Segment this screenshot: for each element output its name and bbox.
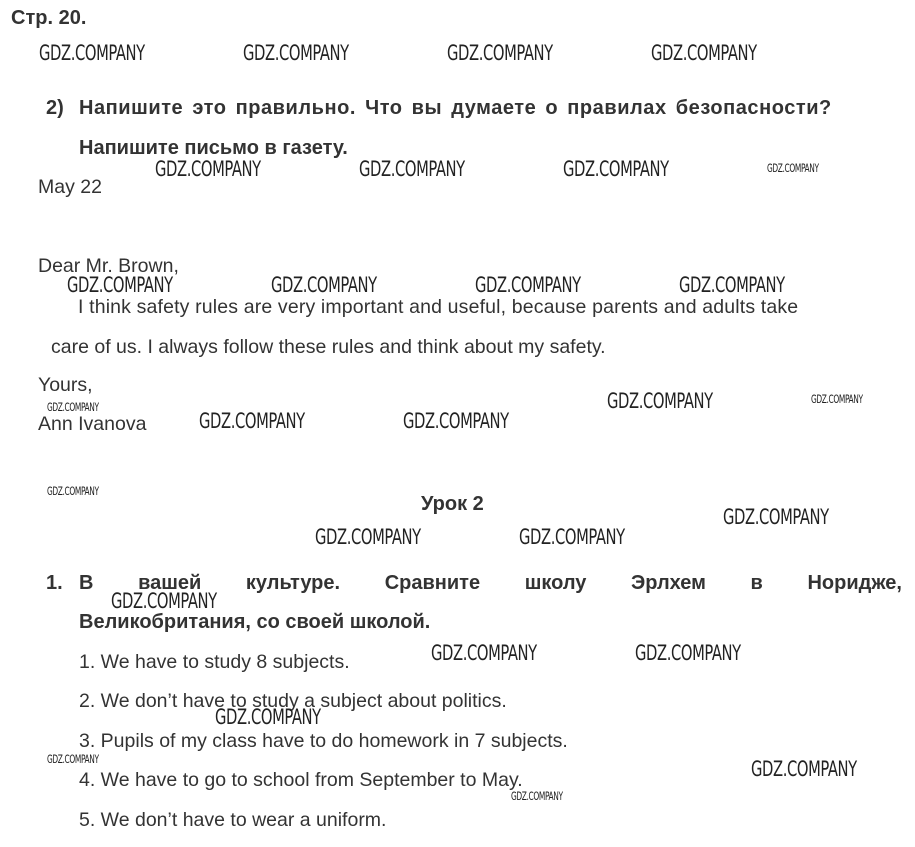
answer-item: 1. We have to study 8 subjects. (79, 651, 350, 673)
heading-word: культуре. (245, 572, 341, 594)
watermark: GDZ.COMPANY (315, 525, 421, 549)
watermark: GDZ.COMPANY (751, 757, 857, 781)
answer-item: 4. We have to go to school from September to May. (79, 769, 523, 791)
heading-word: в (750, 572, 763, 594)
watermark: GDZ.COMPANY (431, 641, 537, 665)
heading-word: Норидже, (807, 572, 902, 594)
watermark: GDZ.COMPANY (635, 641, 741, 665)
heading-word: Сравните (384, 572, 481, 594)
watermark: GDZ.COMPANY (651, 41, 757, 65)
letter-body-line1: I think safety rules are very important and useful, because parents and adults take (78, 296, 799, 318)
letter-body-line2: care of us. I always follow these rules and think about my safety. (51, 336, 606, 358)
watermark: GDZ.COMPANY (67, 273, 173, 297)
exercise-2-heading-line1: Напишите это правильно. Что вы думаете о правилах безопасности? (79, 97, 832, 119)
watermark: GDZ.COMPANY (155, 157, 261, 181)
watermark: GDZ.COMPANY (199, 409, 305, 433)
watermark: GDZ.COMPANY (47, 400, 99, 414)
watermark: GDZ.COMPANY (607, 389, 713, 413)
exercise-2-number: 2) (46, 97, 64, 119)
lesson-title: Урок 2 (421, 493, 484, 515)
watermark: GDZ.COMPANY (563, 157, 669, 181)
watermark: GDZ.COMPANY (519, 525, 625, 549)
answer-item: 2. We don’t have to study a subject about politics. (79, 690, 507, 712)
heading-word: В (79, 572, 94, 594)
watermark: GDZ.COMPANY (811, 392, 863, 406)
watermark: GDZ.COMPANY (243, 41, 349, 65)
watermark: GDZ.COMPANY (679, 273, 785, 297)
exercise-1-heading-line2: Великобритания, со своей школой. (79, 611, 431, 633)
heading-word: вашей (138, 572, 202, 594)
watermark: GDZ.COMPANY (47, 752, 99, 766)
heading-word: Эрлхем (631, 572, 706, 594)
exercise-1-number: 1. (46, 572, 63, 594)
letter-closing: Yours, (38, 374, 93, 396)
watermark: GDZ.COMPANY (47, 484, 99, 498)
watermark: GDZ.COMPANY (111, 589, 217, 613)
watermark: GDZ.COMPANY (475, 273, 581, 297)
heading-word: школу (524, 572, 587, 594)
watermark: GDZ.COMPANY (767, 161, 819, 175)
answer-item: 5. We don’t have to wear a uniform. (79, 809, 387, 831)
answer-item: 3. Pupils of my class have to do homework in 7 subjects. (79, 730, 568, 752)
watermark: GDZ.COMPANY (271, 273, 377, 297)
watermark: GDZ.COMPANY (359, 157, 465, 181)
watermark: GDZ.COMPANY (447, 41, 553, 65)
exercise-2-heading-line2: Напишите письмо в газету. (79, 137, 348, 159)
letter-greeting: Dear Mr. Brown, (38, 255, 179, 277)
watermark: GDZ.COMPANY (215, 705, 321, 729)
watermark: GDZ.COMPANY (39, 41, 145, 65)
page-reference: Стр. 20. (11, 7, 87, 29)
watermark: GDZ.COMPANY (511, 789, 563, 803)
watermark: GDZ.COMPANY (723, 505, 829, 529)
watermark: GDZ.COMPANY (403, 409, 509, 433)
letter-date: May 22 (38, 176, 102, 198)
letter-signature: Ann Ivanova (38, 413, 147, 435)
